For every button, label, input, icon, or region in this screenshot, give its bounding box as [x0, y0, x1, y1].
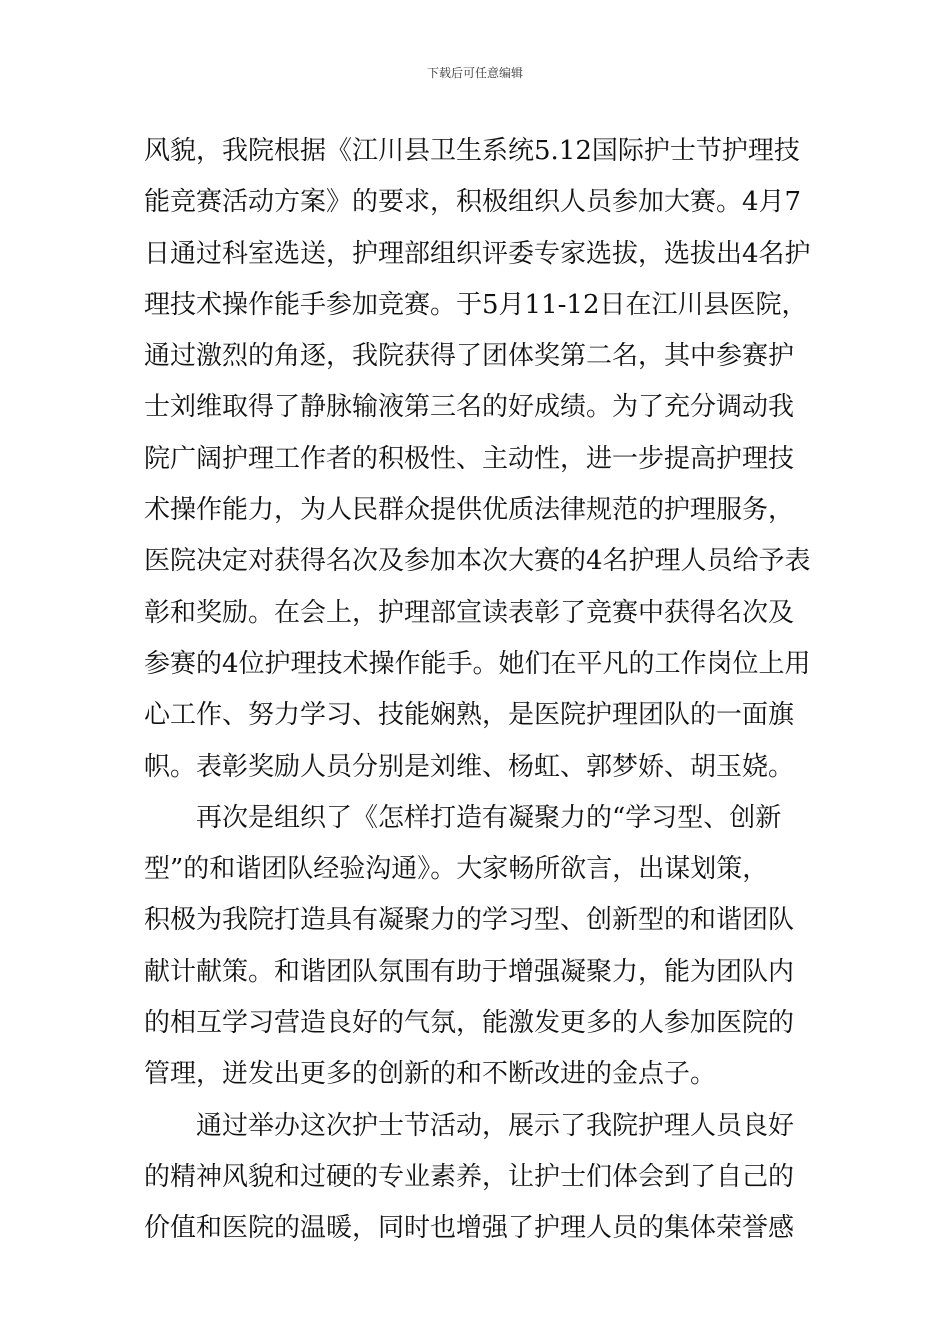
- text-line: 积极为我院打造具有凝聚力的学习型、创新型的和谐团队: [144, 905, 795, 936]
- text-line: 帜。表彰奖励人员分别是刘维、杨虹、郭梦娇、胡玉娆。: [144, 751, 795, 782]
- text-line: 管理，迸发出更多的创新的和不断改进的金点子。: [144, 1059, 717, 1090]
- text-line: 理技术操作能手参加竞赛。于5月11-12日在江川县医院，: [144, 289, 808, 320]
- text-line: 彰和奖励。在会上，护理部宣读表彰了竞赛中获得名次及: [144, 597, 795, 628]
- text-line: 能竞赛活动方案》的要求，积极组织人员参加大赛。4月7: [144, 187, 802, 218]
- text-line: 日通过科室选送，护理部组织评委专家选拔，选拔出4名护: [144, 238, 811, 269]
- text-line: 的精神风貌和过硬的专业素养，让护士们体会到了自己的: [144, 1161, 795, 1192]
- text-line: 通过激烈的角逐，我院获得了团体奖第二名，其中参赛护: [144, 341, 795, 372]
- text-line: 型”的和谐团队经验沟通》。大家畅所欲言，出谋划策，: [144, 854, 769, 885]
- text-line: 术操作能力，为人民群众提供优质法律规范的护理服务，: [144, 495, 795, 526]
- text-line: 参赛的4位护理技术操作能手。她们在平凡的工作岗位上用: [144, 648, 811, 679]
- text-line: 医院决定对获得名次及参加本次大赛的4名护理人员给予表: [144, 546, 811, 577]
- text-line: 士刘维取得了静脉输液第三名的好成绩。为了充分调动我: [144, 392, 795, 423]
- document-body: [144, 126, 811, 1255]
- text-line: 的相互学习营造良好的气氛，能激发更多的人参加医院的: [144, 1008, 795, 1039]
- text-line: 院广阔护理工作者的积极性、主动性，进一步提高护理技: [144, 443, 795, 474]
- paragraph-start-line: 再次是组织了《怎样打造有凝聚力的“学习型、创新: [196, 802, 782, 833]
- text-line: 心工作、努力学习、技能娴熟，是医院护理团队的一面旗: [144, 700, 795, 731]
- page-header: 下载后可任意编辑: [426, 66, 523, 80]
- paragraph-start-line: 通过举办这次护士节活动，展示了我院护理人员良好: [196, 1110, 795, 1141]
- text-line: 价值和医院的温暖，同时也增强了护理人员的集体荣誉感: [144, 1213, 795, 1244]
- text-line: 献计献策。和谐团队氛围有助于增强凝聚力，能为团队内: [144, 956, 795, 987]
- text-line: 风貌，我院根据《江川县卫生系统5.12国际护士节护理技: [144, 136, 800, 166]
